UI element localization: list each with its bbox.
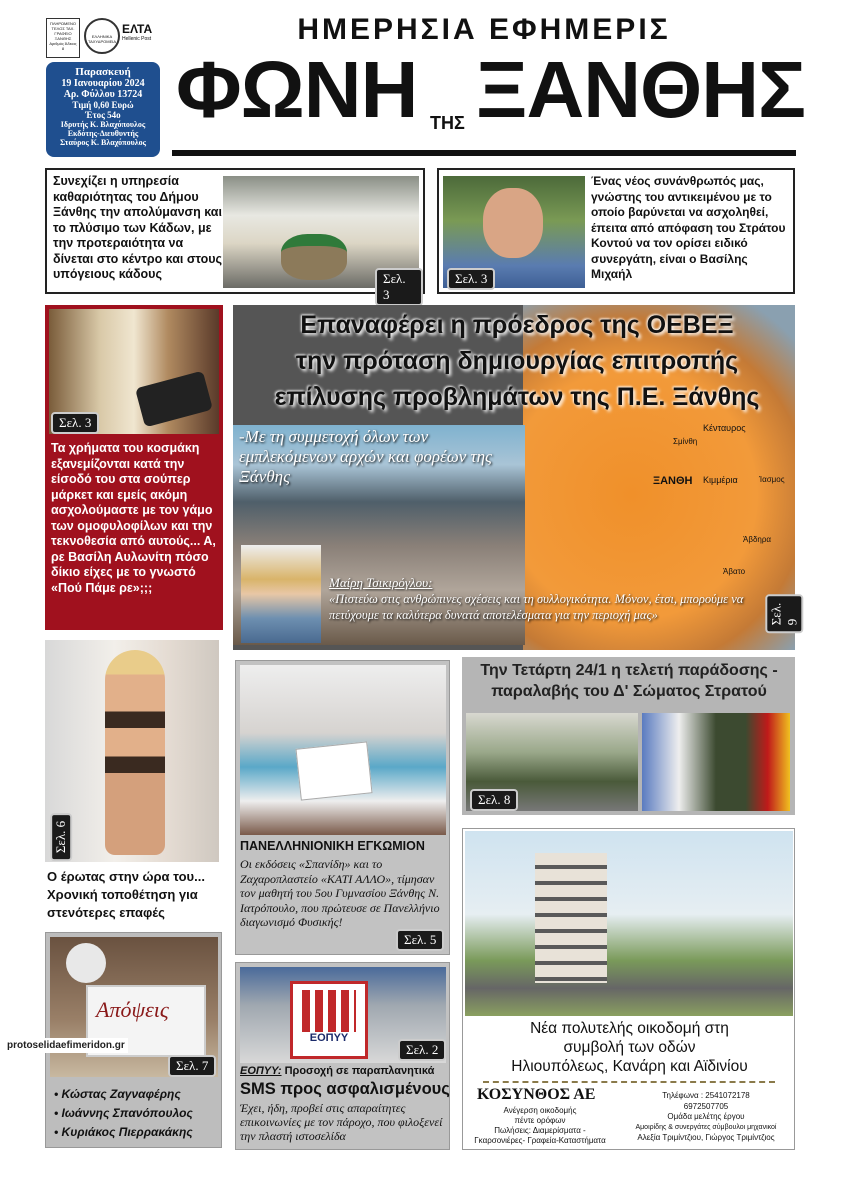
eopyy-logo-sign xyxy=(290,981,368,1059)
bin-shape xyxy=(281,234,347,280)
opinion-author[interactable]: • Κώστας Ζαγναφέρης xyxy=(54,1087,181,1101)
story-cleaning-text: Συνεχίζει η υπηρεσία καθαριότητας του Δήμου Ξάνθης την απολύμανση και το πλύσιμο των Κάδων, με την προτεραιότητα να δίνεται στο κέντρο και στους υπόγειους κάδους xyxy=(53,174,223,281)
map-label-sminthi: Σμίνθη xyxy=(673,437,698,446)
masthead-title-small: ΤΗΣ xyxy=(430,113,465,133)
story-award-title: ΠΑΝΕΛΛΗΝΙΟΝΙΚΗ ΕΓΚΩΜΙΟΝ xyxy=(240,839,425,853)
ad-right-line: Ομάδα μελέτης έργου xyxy=(667,1112,745,1121)
ad-right-text xyxy=(618,1091,794,1144)
award-photo xyxy=(240,665,446,835)
main-story[interactable] xyxy=(233,305,800,650)
story-cleaning[interactable] xyxy=(45,168,425,302)
tsikiroglou-photo xyxy=(241,545,321,643)
quote-text: «Πιστεύω στις ανθρώπινες σχέσεις και τη συλλογικότητα. Μόνον, έτσι, μπορούμε να πετύχουμε τα καλύτερα δυνατά αποτελέσματα για την περιοχή μας» xyxy=(329,592,744,622)
story-award-text: Οι εκδόσεις «Σπανίδη» και το Ζαχαροπλαστείο «ΚΑΤΙ ΑΛΛΟ», τίμησαν τον μαθητή του 5ου Γυμνασίου Ξάνθης Ν. Ιατρόπουλο, που πρώτευσε σε Πανελλήνιο διαγωνισμό Φυσικής! xyxy=(240,857,440,929)
masthead-title-right: ΞΑΝΘΗΣ xyxy=(476,45,806,134)
publisher-name: Σταύρος Κ. Βλαχόπουλος xyxy=(59,138,147,147)
certificate-shape xyxy=(295,741,372,800)
ad-headline-line-3: Ηλιουπόλεως, Κανάρη και Αϊδινίου xyxy=(511,1058,748,1075)
issue-number: Αρ. Φύλλου 13724 xyxy=(63,89,143,100)
main-headline xyxy=(239,307,795,415)
ad-phone-1: Τηλέφωνα : 2541072178 xyxy=(662,1091,750,1100)
founder: Ιδρυτής Κ. Βλαχόπουλος xyxy=(60,120,146,129)
elta-logo-text: ΕΛΤΑ xyxy=(122,22,153,36)
ad-right-line: Αλεξία Τριμίντζιου, Γιώργος Τριμίντζιος xyxy=(637,1133,775,1142)
ad-divider xyxy=(483,1081,775,1083)
army-photo-right xyxy=(642,713,790,811)
opinion-author-name: Κυριάκος Πιερρακάκης xyxy=(61,1125,193,1139)
story-advisor-text: Ένας νέος συνάνθρωπός μας, γνώστης του αντικειμένου με το οποίο βαρύνεται να ασχοληθεί, έπειτα από απόφαση του Στράτου Κοντού να τον ορίσει ειδικό συνεργάτη, είναι ο Βασίλης Μιχαήλ xyxy=(591,174,786,281)
wallet-shape xyxy=(135,371,213,428)
watermark: protoselidaefimeridon.gr xyxy=(4,1038,128,1053)
map-label-iasmos: Ίασμος xyxy=(759,475,785,484)
ad-right-line: Αμοιρίδης & συνεργάτες σύμβουλοι μηχανικοί xyxy=(635,1123,777,1131)
page-ref-6: Σελ. 6 xyxy=(50,813,72,861)
quote-author: Μαίρη Τσικιρόγλου: xyxy=(329,575,433,590)
figure-head-shape xyxy=(66,943,106,983)
main-headline-line-1: Επαναφέρει η πρόεδρος της ΟΕΒΕΞ xyxy=(300,311,734,339)
masthead-title-left: ΦΩΝΗ xyxy=(176,45,418,134)
eopyy-text: Έχει, ήδη, προβεί στις απαραίτητες επικοινωνίες με τον πάροχο, που φιλοξενεί την πλαστή ιστοσελίδα xyxy=(240,1101,443,1143)
elta-logo xyxy=(122,22,168,42)
map-label-avato: Άβατο xyxy=(723,567,746,576)
issue-year: Έτος 54ο xyxy=(85,110,121,120)
main-subhead: -Με τη συμμετοχή όλων των εμπλεκόμενων αρχών και φορέων της Ξάνθης xyxy=(239,427,492,486)
map-label-kimmeria: Κιμμέρια xyxy=(703,475,738,485)
issue-price: Τιμή 0,60 Ευρώ xyxy=(72,100,134,110)
ad-company: ΚΟΣΥΝΘΟΣ ΑΕ xyxy=(477,1086,596,1103)
postage-box: ΠΛΗΡΩΜΕΝΟ ΤΕΛΟΣ ΤΑΧ. ΓΡΑΦΕΙΟ ΞΑΝΘΗΣ Αριθμός Άδειας 8 xyxy=(46,18,80,58)
page-ref-9: Σελ. 9 xyxy=(765,595,803,634)
ad-left-line: Γκαρσονιέρες- Γραφεία-Καταστήματα xyxy=(474,1136,606,1145)
eopyy-logo-figures xyxy=(302,990,356,1032)
story-army[interactable] xyxy=(462,657,795,815)
opinion-author[interactable]: • Κυριάκος Πιερρακάκης xyxy=(54,1125,193,1139)
page-ref-2: Σελ. 2 xyxy=(398,1039,446,1061)
ad-headline xyxy=(463,1019,796,1076)
map-label-kentavros: Κένταυρος xyxy=(703,423,746,433)
building-render xyxy=(465,831,793,1016)
story-love[interactable] xyxy=(45,640,223,928)
opinions-sign-text: Απόψεις xyxy=(96,997,169,1022)
masthead xyxy=(172,13,806,159)
ad-left-text xyxy=(465,1106,615,1146)
map-label-avdira: Άβδηρα xyxy=(743,535,772,544)
building-shape xyxy=(535,853,607,983)
eopyy-headline-line-1: Προσοχή σε παραπλανητικά xyxy=(284,1065,435,1077)
face-shape xyxy=(483,188,543,258)
figure-shape xyxy=(105,650,165,855)
building-ad[interactable] xyxy=(462,828,795,1150)
ad-phone-2: 6972507705 xyxy=(683,1101,729,1111)
eopyy-headline-1 xyxy=(240,1065,434,1078)
ad-headline-line-1: Νέα πολυτελής οικοδομή στη xyxy=(530,1020,729,1037)
ad-left-line: πέντε ορόφων xyxy=(514,1116,566,1125)
ad-left-line: Πωλήσεις: Διαμερίσματα - xyxy=(494,1126,586,1135)
page-ref-3c: Σελ. 3 xyxy=(51,412,99,434)
masthead-rule xyxy=(172,150,796,156)
main-headline-line-3: επίλυσης προβλημάτων της Π.Ε. Ξάνθης xyxy=(274,383,760,411)
page-ref-5: Σελ. 5 xyxy=(396,929,444,951)
story-award[interactable] xyxy=(235,660,450,955)
story-supermarket[interactable] xyxy=(45,305,223,630)
issue-day: Παρασκευή xyxy=(75,66,131,78)
page-ref-3b: Σελ. 3 xyxy=(447,268,495,290)
page-ref-7: Σελ. 7 xyxy=(168,1055,216,1077)
page-ref-3a: Σελ. 3 xyxy=(375,268,423,306)
story-eopyy[interactable] xyxy=(235,962,450,1150)
post-stamp-icon: ΕΛΛΗΝΙΚΑ ΤΑΧΥΔΡΟΜΕΙΑ xyxy=(84,18,120,54)
story-army-headline: Την Τετάρτη 24/1 η τελετή παράδοσης - παραλαβής του Δ' Σώματος Στρατού xyxy=(480,662,778,700)
issue-info-box xyxy=(46,62,160,157)
opinion-author[interactable]: • Ιωάννης Σπανόπουλος xyxy=(54,1106,193,1120)
story-love-text: Ο έρωτας στην ώρα του... Χρονική τοποθέτηση για στενότερες επαφές xyxy=(47,869,205,920)
story-advisor[interactable] xyxy=(437,168,795,294)
opinion-author-name: Κώστας Ζαγναφέρης xyxy=(61,1087,181,1101)
issue-date: 19 Ιανουαρίου 2024 xyxy=(61,78,145,89)
story-supermarket-text: Τα χρήματα του κοσμάκη εξανεμίζονται κατά την είσοδό του στα σούπερ μάρκετ και εμείς ακόμη ασχολούμαστε με τον γάμο των ομοφυλοφίλων και την τεκνοθεσία από αυτούς... Α, ρε Βασίλη Αυλωνίτη πόσο δίκιο είχες με το γνωστό «Πού Πάμε ρε»;;; xyxy=(51,441,216,595)
masthead-subtitle: ΗΜΕΡΗΣΙΑ ΕΦΗΜΕΡΙΣ xyxy=(297,13,671,46)
page-ref-8: Σελ. 8 xyxy=(470,789,518,811)
elta-sub: Hellenic Post xyxy=(122,36,152,42)
eopyy-logo-text: ΕΟΠΥΥ xyxy=(309,1032,349,1044)
ad-left-line: Ανέγερση οικοδομής xyxy=(503,1106,577,1115)
eopyy-headline-2: SMS προς ασφαλισμένους xyxy=(240,1080,450,1098)
map-label-xanthi: ΞΑΝΘΗ xyxy=(653,475,693,487)
ad-headline-line-2: συμβολή των οδών xyxy=(563,1039,696,1056)
opinion-author-name: Ιωάννης Σπανόπουλος xyxy=(61,1106,193,1120)
publisher-label: Εκδότης-Διευθυντής xyxy=(67,129,139,138)
opinion-authors xyxy=(54,1085,193,1142)
main-headline-line-2: την πρόταση δημιουργίας επιτροπής xyxy=(295,347,739,375)
eopyy-kicker: ΕΟΠΥΥ: xyxy=(240,1065,282,1077)
